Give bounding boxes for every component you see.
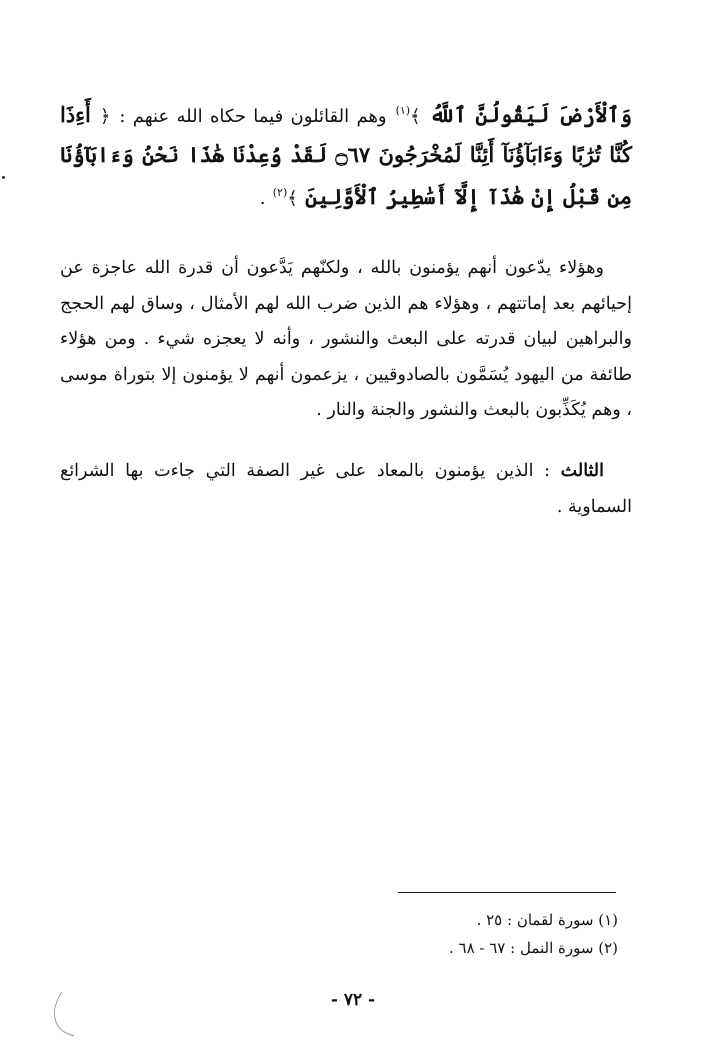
verse-end-text: وَٱلْأَرْضَ لَيَقُولُنَّ ٱللَّهُ	[429, 102, 633, 127]
footnote-divider	[398, 892, 616, 893]
verse-text: أَءِذَا كُنَّا تُرَٰبًا وَءَابَآؤُنَآ أَئِنَّا لَمُخْرَجُونَ ۝٦٧ لَقَدْ وُعِدْنَا هَٰذَا نَحْنُ وَءَابَآؤُنَا مِن قَبْلُ إِنْ هَٰذَآ إِلَّآ أَسَٰطِيرُ ٱلْأَوَّلِينَ	[60, 102, 632, 209]
paragraph-deniers	[60, 251, 632, 429]
paragraph-label: الثالث	[560, 461, 604, 481]
footnotes	[318, 906, 618, 962]
prose-intro: وهم القائلون فيما حكاه الله عنهم :	[119, 106, 387, 127]
footnote-ref-2: (٢)	[272, 186, 288, 199]
verse-close-bracket-2: ﴾	[287, 188, 298, 209]
verse-close-bracket: ﴾	[410, 106, 421, 127]
paragraph-text: وهؤلاء يدّعون أنهم يؤمنون بالله ، ولكنّهم يَدَّعون أن قدرة الله عاجزة عن إحيائهم بعد إماتتهم ، وهؤلاء هم الذين ضرب الله لهم الأمثال ، وساق لهم الحجج والبراهين لبيان قدرته على البعث والنشور ، وأنه لا يعجزه شيء . ومن هؤلاء طائفة من اليهود يُسَمَّون بالصادوقيين ، يزعمون أنهم لا يؤمنون إلا بتوراة موسى ، وهم يُكَذِّبون بالبعث والنشور والجنة والنار .	[60, 258, 632, 420]
footnote-2: (٢) سورة النمل : ٦٧ - ٦٨ .	[448, 939, 618, 957]
scan-edge-dot	[2, 176, 5, 179]
paragraph-text: : الذين يؤمنون بالمعاد على غير الصفة التي جاءت بها الشرائع السماوية .	[60, 461, 632, 517]
page-number: - ٧٢ -	[330, 990, 376, 1010]
scan-artifact-mark	[48, 990, 78, 1038]
paragraph-third	[60, 454, 632, 525]
footnote-ref-1: (١)	[395, 104, 411, 117]
quran-passage	[60, 92, 632, 218]
footnote-1: (١) سورة لقمان : ٢٥ .	[476, 911, 618, 929]
verse-open-bracket: ﴿	[99, 106, 111, 127]
verse-end-punct: .	[259, 188, 266, 209]
